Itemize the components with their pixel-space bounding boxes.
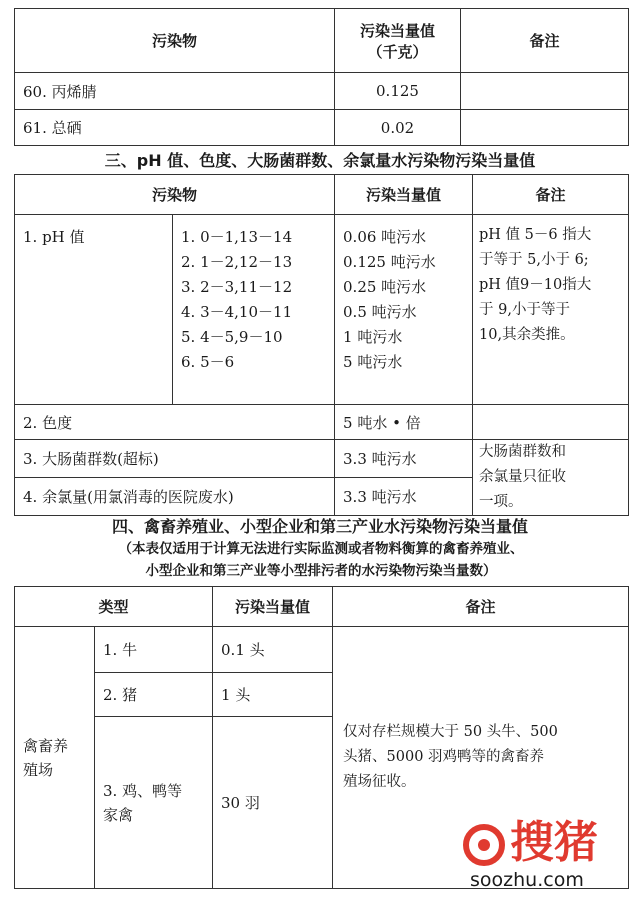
header-pollutant: 污染物 [15,9,335,73]
watermark-domain: soozhu.com [470,869,584,891]
table-row [15,73,629,110]
header-remark: 备注 [461,9,629,73]
table-row [15,110,629,146]
section-four-subtitle [14,538,628,582]
pollutant-cell: 60. 丙烯腈 [15,73,335,110]
ph-value-item: 5 吨污水 [343,353,403,371]
shared-remark-line: 大肠菌群数和 [479,444,567,460]
category-livestock-farm [15,627,95,889]
header-value-line2: （千克） [367,42,428,61]
category-line: 殖场 [23,760,54,779]
watermark [462,817,632,895]
section-three-title: 三、pH 值、色度、大肠菌群数、余氯量水污染物污染当量值 [104,151,536,170]
table-header-row [15,175,629,215]
chlorine-label: 4. 余氯量(用氯消毒的医院废水) [15,478,335,516]
ph-value-item: 0.06 吨污水 [343,228,427,246]
subtitle-line: （本表仅适用于计算无法进行实际监测或者物料衡算的禽畜养殖业、 [118,541,524,557]
ph-label: 1. pH 值 [15,215,173,405]
coliform-label: 3. 大肠菌群数(超标) [15,440,335,478]
ph-range-item: 3. 2－3,11－12 [181,278,293,296]
remark-cell [461,110,629,146]
ph-range-item: 5. 4－5,9－10 [181,328,283,346]
chlorine-value: 3.3 吨污水 [335,478,473,516]
table-row-coliform [15,440,629,478]
table-row-color [15,405,629,440]
color-remark [473,405,629,440]
table-ph-color-coliform-chlorine [14,174,629,516]
header-pollutant: 污染物 [15,175,335,215]
value-cell: 0.02 [335,110,461,146]
header-value: 污染当量值 [335,175,473,215]
pollutant-cell: 61. 总硒 [15,110,335,146]
coliform-value: 3.3 吨污水 [335,440,473,478]
livestock-remark-line: 头猪、5000 羽鸡鸭等的禽畜养 [343,749,545,765]
ph-remark-line: 10,其余类推。 [479,327,575,343]
item-cattle: 1. 牛 [95,627,213,673]
table-header-row [15,587,629,627]
value-pig: 1 头 [213,673,333,717]
ph-values [335,215,473,405]
ph-value-item: 0.25 吨污水 [343,278,427,296]
remark-cell [461,73,629,110]
item-poultry [95,717,213,889]
shared-remark-line: 一项。 [479,494,523,510]
section-four-title: 四、禽畜养殖业、小型企业和第三产业水污染物污染当量值 [111,517,528,536]
color-value: 5 吨水 • 倍 [335,405,473,440]
header-type: 类型 [15,587,213,627]
ph-value-item: 0.125 吨污水 [343,253,436,271]
shared-remark-line: 余氯量只征收 [479,469,567,485]
ph-value-item: 0.5 吨污水 [343,303,417,321]
ph-remark [473,215,629,405]
item-line: 3. 鸡、鸭等 [103,781,183,800]
item-pig: 2. 猪 [95,673,213,717]
ph-ranges [173,215,335,405]
header-remark: 备注 [473,175,629,215]
header-remark: 备注 [333,587,629,627]
watermark-brand: 搜猪 [510,817,598,868]
ph-range-item: 2. 1－2,12－13 [181,253,293,271]
value-cattle: 0.1 头 [213,627,333,673]
ph-remark-line: 于 9,小于等于 [479,302,570,318]
category-line: 禽畜养 [23,736,69,755]
table-header-row [15,9,629,73]
header-value-line1: 污染当量值 [359,21,435,40]
livestock-remark-line: 殖场征收。 [343,774,416,790]
color-label: 2. 色度 [15,405,335,440]
ph-value-item: 1 吨污水 [343,328,403,346]
ph-remark-line: pH 值9－10指大 [479,277,592,293]
ph-range-item: 6. 5－6 [181,353,235,371]
value-poultry: 30 羽 [213,717,333,889]
item-line: 家禽 [103,805,134,824]
table-row [15,627,629,673]
header-value: 污染当量值 [213,587,333,627]
ph-range-item: 4. 3－4,10－11 [181,303,293,321]
pig-logo-icon [462,823,506,867]
coliform-chlorine-remark [473,440,629,516]
value-cell: 0.125 [335,73,461,110]
ph-remark-line: 于等于 5,小于 6; [479,252,589,268]
ph-remark-line: pH 值 5－6 指大 [479,227,592,243]
livestock-remark-line: 仅对存栏规模大于 50 头牛、500 [343,724,558,740]
header-value [335,9,461,73]
table-row-ph [15,215,629,405]
ph-range-item: 1. 0－1,13－14 [181,228,293,246]
subtitle-line: 小型企业和第三产业等小型排污者的水污染物污染当量数） [145,563,497,579]
table-continuation [14,8,629,146]
